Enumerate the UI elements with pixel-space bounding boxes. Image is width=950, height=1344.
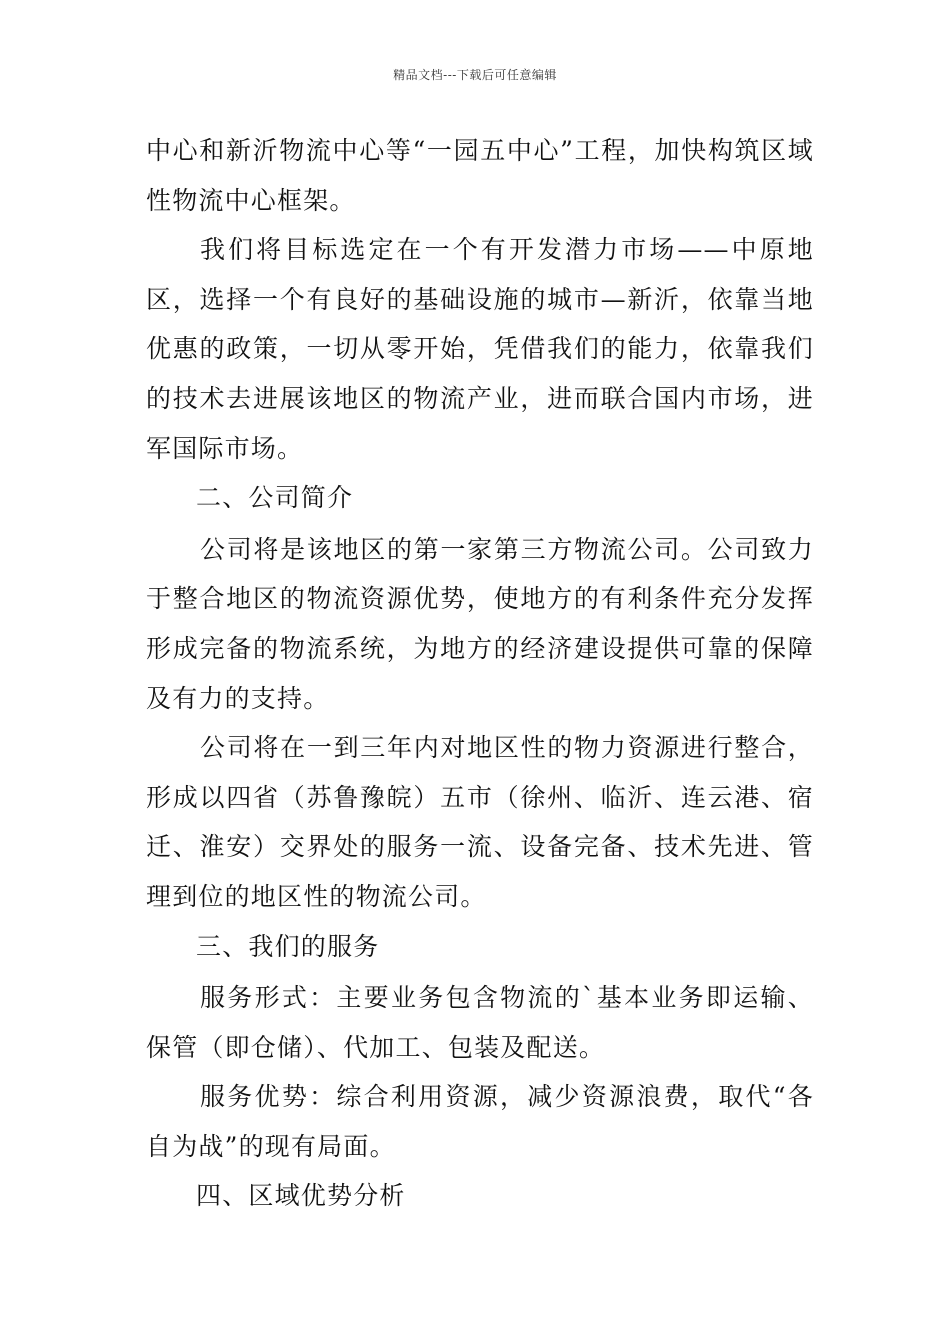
paragraph-continued-intro: 中心和新沂物流中心等“一园五中心”工程，加快构筑区域性物流中心框架。 [146, 136, 814, 215]
paragraph-company-plan: 公司将在一到三年内对地区性的物力资源进行整合，形成以四省（苏鲁豫皖）五市（徐州、临沂、连云港、宿迁、淮安）交界处的服务一流、设备完备、技术先进、管理到位的地区性的物流公司。 [146, 733, 814, 911]
section-heading-company-intro: 二、公司简介 [196, 483, 354, 513]
section-heading-regional-advantage: 四、区域优势分析 [196, 1181, 406, 1211]
section-heading-services: 三、我们的服务 [196, 931, 380, 961]
paragraph-service-advantage: 服务优势：综合利用资源，减少资源浪费，取代“各自为战”的现有局面。 [146, 1082, 814, 1161]
paragraph-service-form: 服务形式：主要业务包含物流的`基本业务即运输、保管（即仓储）、代加工、包装及配送。 [146, 983, 814, 1062]
paragraph-company-intro: 公司将是该地区的第一家第三方物流公司。公司致力于整合地区的物流资源优势，使地方的有利条件充分发挥形成完备的物流系统，为地方的经济建设提供可靠的保障及有力的支持。 [146, 534, 814, 713]
paragraph-target-market: 我们将目标选定在一个有开发潜力市场——中原地区，选择一个有良好的基础设施的城市—新沂，依靠当地优惠的政策，一切从零开始，凭借我们的能力，依靠我们的技术去进展该地区的物流产业，进而联合国内市场，进军国际市场。 [146, 235, 814, 463]
page-header: 精品文档---下载后可任意编辑 [393, 68, 557, 82]
document-body [146, 126, 814, 1223]
